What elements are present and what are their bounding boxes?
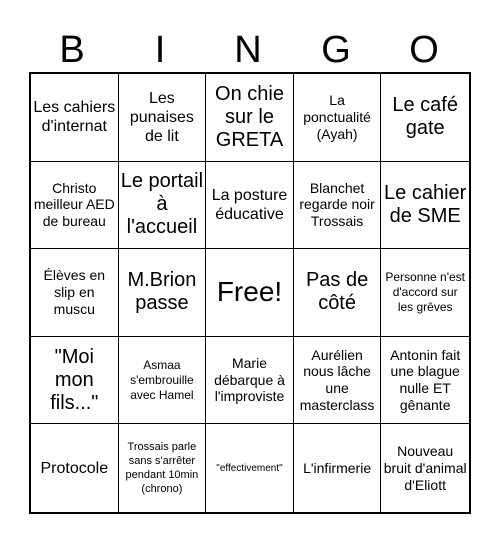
bingo-cell-9[interactable]: Blanchet regarde noir Trossais xyxy=(294,162,382,250)
bingo-cell-14[interactable]: Pas de côté xyxy=(294,249,382,337)
bingo-cell-4[interactable]: La ponctualité (Ayah) xyxy=(294,74,382,162)
bingo-cell-23[interactable]: "effectivement" xyxy=(206,424,294,512)
bingo-cell-17[interactable]: Asmaa s'embrouille avec Hamel xyxy=(119,337,207,425)
bingo-card xyxy=(29,72,471,514)
bingo-cell-free[interactable]: Free! xyxy=(206,249,294,337)
bingo-cell-24[interactable]: L'infirmerie xyxy=(294,424,382,512)
bingo-cell-10[interactable]: Le cahier de SME xyxy=(381,162,469,250)
bingo-cell-15[interactable]: Personne n'est d'accord sur les grêves xyxy=(381,249,469,337)
bingo-cell-19[interactable]: Aurélien nous lâche une masterclass xyxy=(294,337,382,425)
bingo-cell-16[interactable]: "Moi mon fils..." xyxy=(31,337,119,425)
bingo-cell-5[interactable]: Le café gate xyxy=(381,74,469,162)
bingo-cell-11[interactable]: Élèves en slip en muscu xyxy=(31,249,119,337)
header-letter-n: N xyxy=(234,29,264,71)
bingo-cell-12[interactable]: M.Brion passe xyxy=(119,249,207,337)
bingo-cell-8[interactable]: La posture éducative xyxy=(206,162,294,250)
bingo-cell-1[interactable]: Les cahiers d'internat xyxy=(31,74,119,162)
bingo-cell-3[interactable]: On chie sur le GRETA xyxy=(206,74,294,162)
bingo-cell-25[interactable]: Nouveau bruit d'animal d'Eliott xyxy=(383,442,467,493)
bingo-cell-20[interactable]: Antonin fait une blague nulle ET gênante xyxy=(381,337,469,425)
bingo-cell-7[interactable]: Le portail à l'accueil xyxy=(119,162,207,250)
header-letter-i: I xyxy=(154,29,168,71)
bingo-cell-22[interactable]: Trossais parle sans s'arrêter pendant 10min (chrono) xyxy=(119,424,207,512)
header-letter-o: O xyxy=(409,29,441,71)
bingo-cell-18[interactable]: Marie débarque à l'improviste xyxy=(206,337,294,425)
bingo-cell-2[interactable]: Les punaises de lit xyxy=(119,74,207,162)
bingo-header xyxy=(29,28,471,72)
bingo-cell-21[interactable]: Protocole xyxy=(31,424,119,512)
header-letter-g: G xyxy=(321,29,353,71)
header-letter-b: B xyxy=(59,29,87,71)
bingo-cell-6[interactable]: Christo meilleur AED de bureau xyxy=(31,162,119,250)
